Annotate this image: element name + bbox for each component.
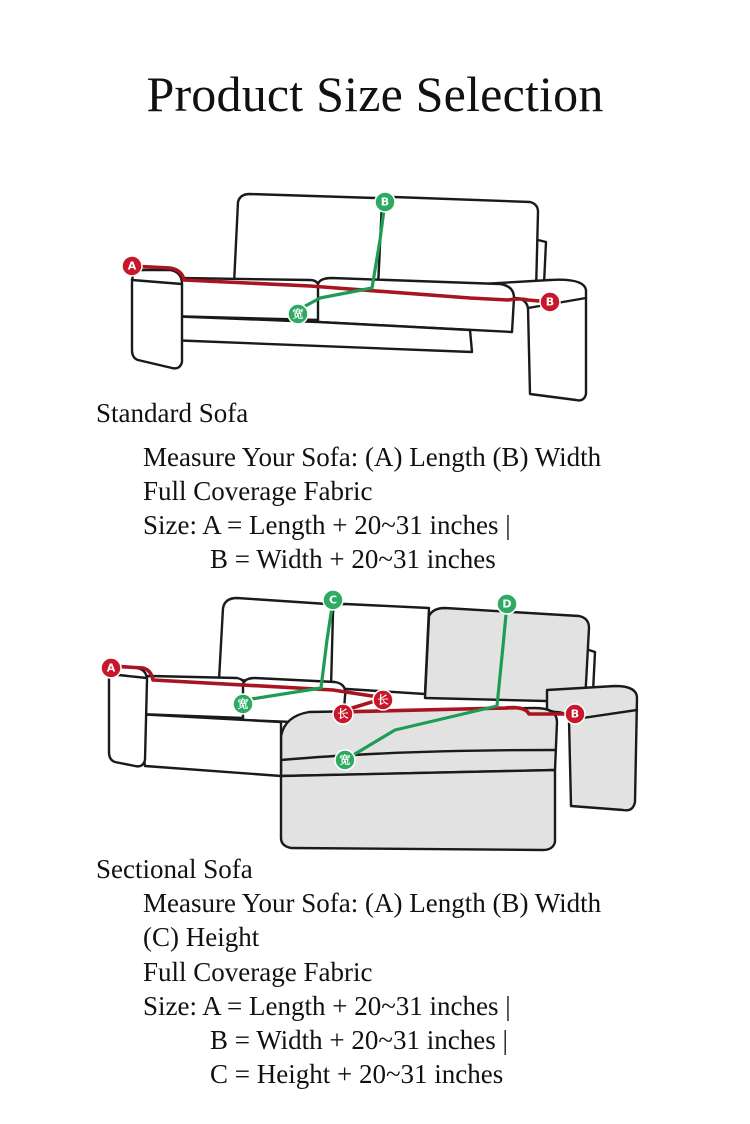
standard-size-1: Size: A = Length + 20~31 inches | bbox=[143, 510, 511, 540]
left-arm bbox=[132, 270, 182, 368]
svg-text:宽: 宽 bbox=[237, 697, 249, 711]
sectional-sofa-diagram bbox=[95, 590, 655, 860]
svg-text:长: 长 bbox=[337, 707, 349, 721]
svg-text:C: C bbox=[328, 593, 338, 607]
left-arm bbox=[109, 666, 147, 766]
sofa-base bbox=[137, 714, 281, 776]
sectional-heading: Sectional Sofa bbox=[96, 854, 253, 884]
svg-text:B: B bbox=[570, 707, 580, 721]
svg-text:B: B bbox=[545, 295, 555, 309]
standard-measure: Measure Your Sofa: (A) Length (B) Width bbox=[143, 442, 602, 472]
page-title: Product Size Selection bbox=[146, 66, 604, 122]
svg-text:B: B bbox=[380, 195, 390, 209]
svg-text:A: A bbox=[127, 259, 137, 273]
svg-text:长: 长 bbox=[377, 693, 389, 707]
standard-heading: Standard Sofa bbox=[96, 398, 249, 428]
chaise-base bbox=[281, 770, 555, 850]
sectional-size-2: B = Width + 20~31 inches | bbox=[210, 1025, 508, 1055]
sectional-measure-2: (C) Height bbox=[143, 922, 260, 952]
sectional-size-1: Size: A = Length + 20~31 inches | bbox=[143, 991, 511, 1021]
chaise-seat bbox=[281, 708, 557, 776]
sectional-size-3: C = Height + 20~31 inches bbox=[210, 1059, 504, 1089]
sectional-fabric: Full Coverage Fabric bbox=[143, 957, 373, 987]
standard-sofa-diagram bbox=[110, 180, 600, 410]
svg-text:宽: 宽 bbox=[339, 753, 351, 767]
back-cushion-left bbox=[219, 598, 337, 682]
right-arm bbox=[547, 686, 637, 810]
back-cushion-middle bbox=[331, 604, 429, 694]
back-cushion-left bbox=[234, 194, 382, 288]
svg-text:D: D bbox=[502, 597, 512, 611]
svg-text:宽: 宽 bbox=[292, 307, 304, 321]
standard-fabric: Full Coverage Fabric bbox=[143, 476, 373, 506]
standard-size-2: B = Width + 20~31 inches bbox=[210, 544, 496, 574]
back-cushion-right bbox=[378, 197, 538, 292]
svg-text:A: A bbox=[106, 661, 116, 675]
sectional-measure: Measure Your Sofa: (A) Length (B) Width bbox=[143, 888, 602, 918]
